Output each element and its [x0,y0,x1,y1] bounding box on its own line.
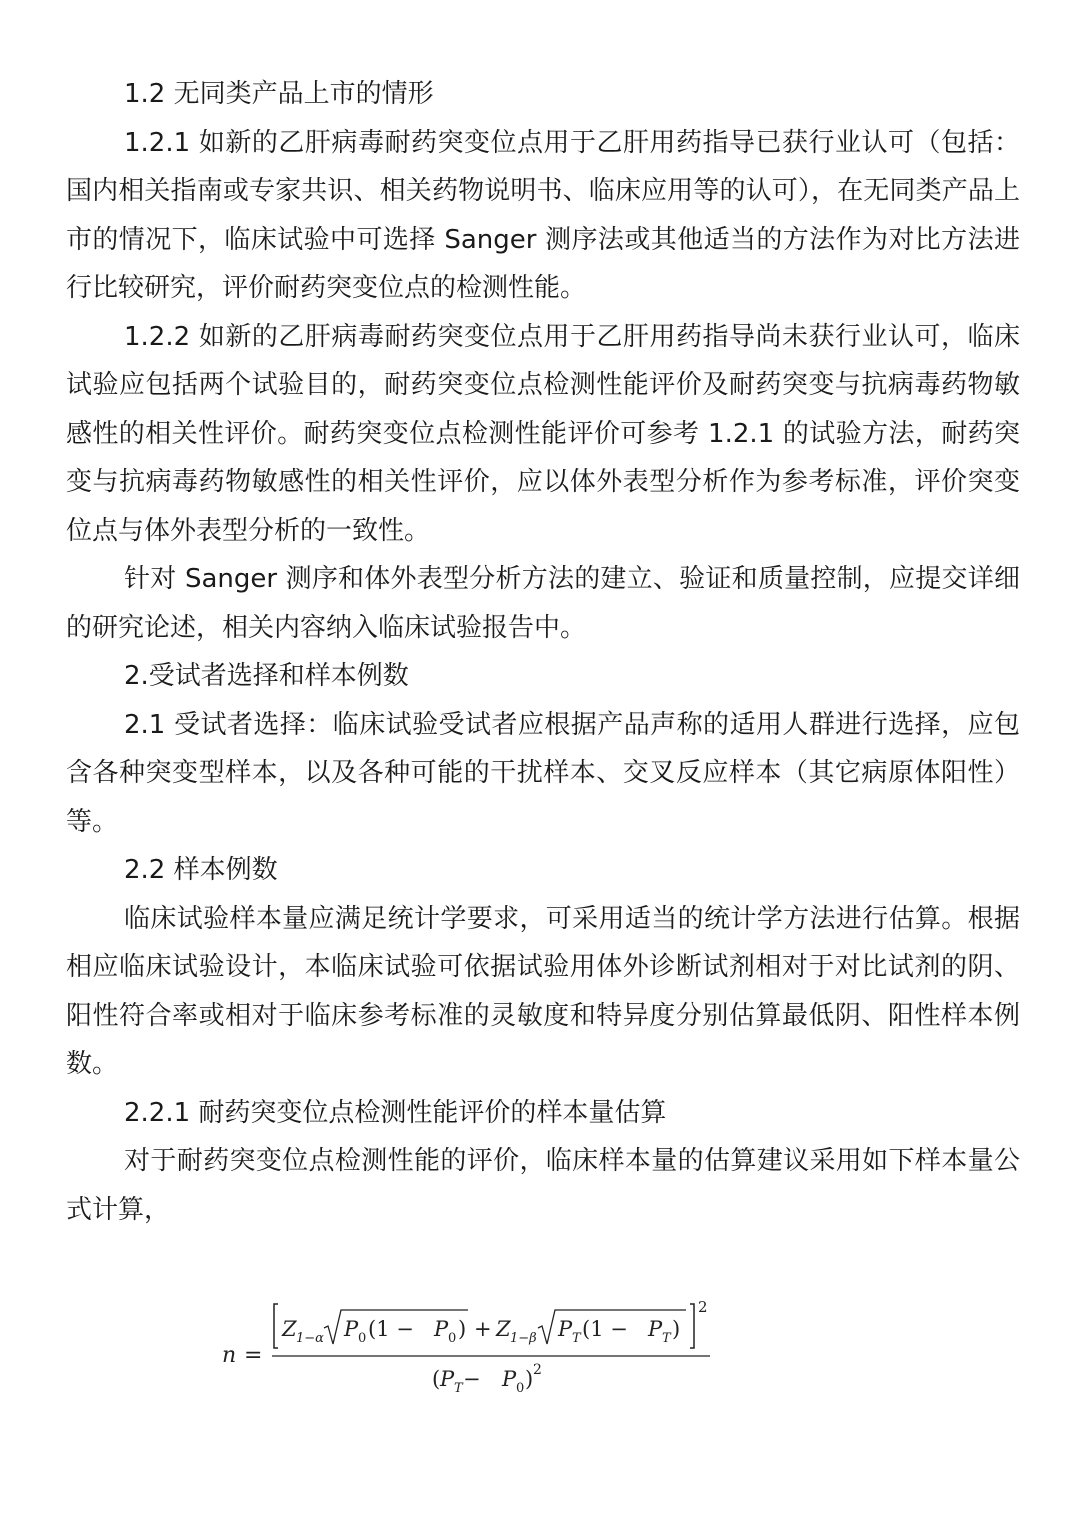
paragraph-sanger-note: 针对 Sanger 测序和体外表型分析方法的建立、验证和质量控制，应提交详细的研究论述，相关内容纳入临床试验报告中。 [66,564,1020,643]
paragraph-1-2-2: 1.2.2 如新的乙肝病毒耐药突变位点用于乙肝用药指导尚未获行业认可，临床试验应包括两个试验目的，耐药突变位点检测性能评价及耐药突变与抗病毒药物敏感性的相关性评价。耐药突变位点检测性能评价可参考 1.2.1 的试验方法，耐药突变与抗病毒药物敏感性的相关性评价，应以体外表型分析作为参考标准，评价突变位点与体外表型分析的一致性。 [66,321,1020,546]
formula-equals: = [244,1343,263,1368]
paragraph-sample-size: 临床试验样本量应满足统计学要求，可采用适当的统计学方法进行估算。根据相应临床试验设计，本临床试验可依据试验用体外诊断试剂相对于对比试剂的阴、阳性符合率或相对于临床参考标准的灵敏度和特异度分别估算最低阴、阳性样本例数。 [66,903,1020,1079]
formula-den-open: ( [432,1367,441,1391]
formula-exponent: 2 [698,1298,708,1316]
paragraph-2-1: 2.1 受试者选择：临床试验受试者应根据产品声称的适用人群进行选择，应包含各种突变型样本，以及各种可能的干扰样本、交叉反应样本（其它病原体阳性）等。 [66,709,1020,837]
formula-p0-b-sub: 0 [448,1331,457,1346]
heading-2-2-1: 2.2.1 耐药突变位点检测性能评价的样本量估算 [124,1097,667,1128]
formula-plus: + [474,1317,492,1341]
formula-one-minus-b: (1 − [582,1317,628,1341]
formula-close-b: ) [672,1317,681,1341]
heading-1-2: 1.2 无同类产品上市的情形 [124,79,434,109]
formula-den-pt: P [440,1367,455,1391]
formula-pt-a: P [558,1317,573,1341]
formula-den-minus: − [463,1367,481,1391]
formula-svg [220,1290,720,1400]
formula-z-alpha-sub: 1−α [296,1331,324,1346]
formula-close-a: ) [458,1317,467,1341]
formula-den-p0-sub: 0 [516,1381,525,1396]
right-bracket [690,1304,694,1348]
sample-size-formula [220,1290,720,1400]
formula-z-alpha: Z [282,1317,297,1341]
formula-den-p0: P [502,1367,517,1391]
formula-den-close: ) [525,1367,534,1391]
heading-2-2: 2.2 样本例数 [124,855,278,885]
formula-pt-b-sub: T [662,1331,671,1346]
formula-pt-b: P [648,1317,663,1341]
formula-z-beta-sub: 1−β [510,1331,537,1346]
formula-p0-a-sub: 0 [358,1331,367,1346]
formula-den-pt-sub: T [454,1381,463,1396]
formula-den-exponent: 2 [533,1362,542,1378]
document-body [66,70,1020,1234]
paragraph-1-2-1: 1.2.1 如新的乙肝病毒耐药突变位点用于乙肝用药指导已获行业认可（包括：国内相关指南或专家共识、相关药物说明书、临床应用等的认可），在无同类产品上市的情况下，临床试验中可选择 Sanger 测序法或其他适当的方法作为对比方法进行比较研究，评价耐药突变位点的检测性能。 [66,127,1020,303]
formula-z-beta: Z [496,1317,511,1341]
left-bracket [274,1304,278,1348]
formula-pt-a-sub: T [572,1331,581,1346]
formula-p0-b: P [434,1317,449,1341]
paragraph-formula-intro: 对于耐药突变位点检测性能的评价，临床样本量的估算建议采用如下样本量公式计算， [66,1146,1020,1225]
formula-one-minus-a: (1 − [368,1317,414,1341]
formula-p0-a: P [344,1317,359,1341]
formula-n: n [222,1343,237,1368]
heading-2: 2.受试者选择和样本例数 [124,661,409,691]
